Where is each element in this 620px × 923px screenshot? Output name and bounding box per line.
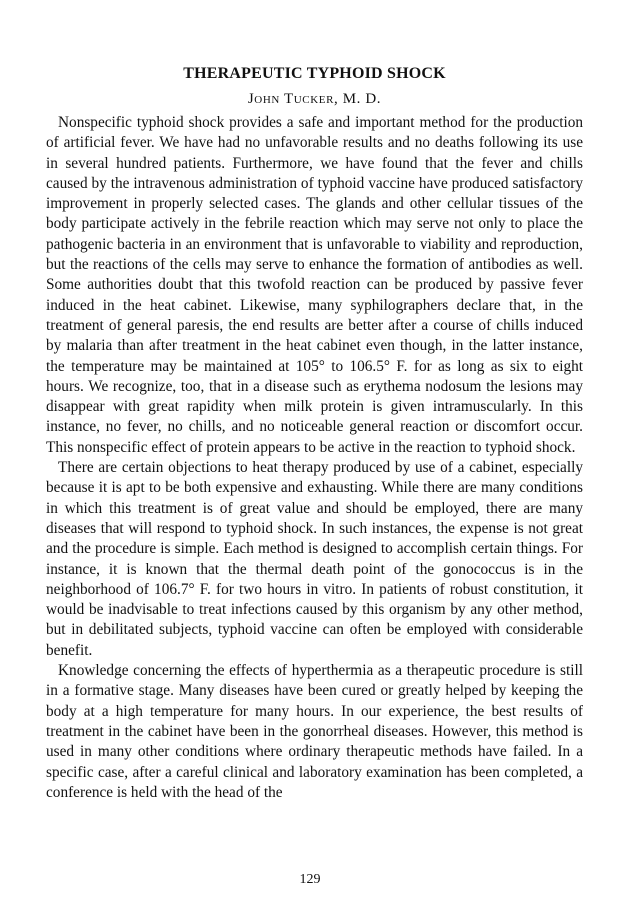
- body-paragraph: Knowledge concerning the effects of hyperthermia as a therapeutic procedure is still in a formative stage. Many diseases have been cured or greatly helped by keeping the body at a high temperature for many hours. In our experience, the best results of treatment in the cabinet have been in the gonorrheal diseases. However, this method is used in many other conditions where ordinary therapeutic methods have failed. In a specific case, after a careful clinical and laboratory examination has been completed, a conference is held with the head of the: [46, 662, 583, 801]
- article-author: John Tucker, M. D.: [247, 91, 382, 107]
- article-title: THERAPEUTIC TYPHOID SHOCK: [183, 65, 446, 82]
- body-paragraph: There are certain objections to heat therapy produced by use of a cabinet, especially because it is apt to be both expensive and exhausting. While there are many conditions in which this treatment is of great value and should be employed, there are many diseases that will respond to typhoid shock. In such instances, the expense is not great and the procedure is simple. Each method is designed to accomplish certain things. For instance, it is known that the thermal death point of the gonococcus is in the neighborhood of 106.7° F. for two hours in vitro. In patients of robust constitution, it would be inadvisable to treat infections caused by this organism by any other method, but in debilitated subjects, typhoid vaccine can often be employed with considerable benefit.: [46, 459, 583, 659]
- page-number: 129: [299, 872, 321, 887]
- article-page: [46, 64, 583, 803]
- body-paragraph: Nonspecific typhoid shock provides a safe and important method for the production of artificial fever. We have had no unfavorable results and no deaths following its use in several hundred patients. Furthermore, we have found that the fever and chills caused by the intravenous administration of typhoid vaccine have produced satisfactory improvement in properly selected cases. The glands and other cellular tissues of the body participate actively in the febrile reaction which may serve not only to place the pathogenic bacteria in an environment that is unfavorable to viability and reproduction, but the reactions of the cells may serve to enhance the formation of antibodies as well. Some authorities doubt that this twofold reaction can be produced by passive fever induced in the heat cabinet. Likewise, many syphilographers declare that, in the treatment of general paresis, the end results are better after a course of chills induced by malaria than after treatment in the heat cabinet even though, in the latter instance, the temperature may be maintained at 105° to 106.5° F. for as long as six to eight hours. We recognize, too, that in a disease such as erythema nodosum the lesions may disappear with great rapidity when milk protein is given intramuscularly. In this instance, no fever, no chills, and no noticeable general reaction or discomfort occur. This nonspecific effect of protein appears to be active in the reaction to typhoid shock.: [46, 114, 583, 456]
